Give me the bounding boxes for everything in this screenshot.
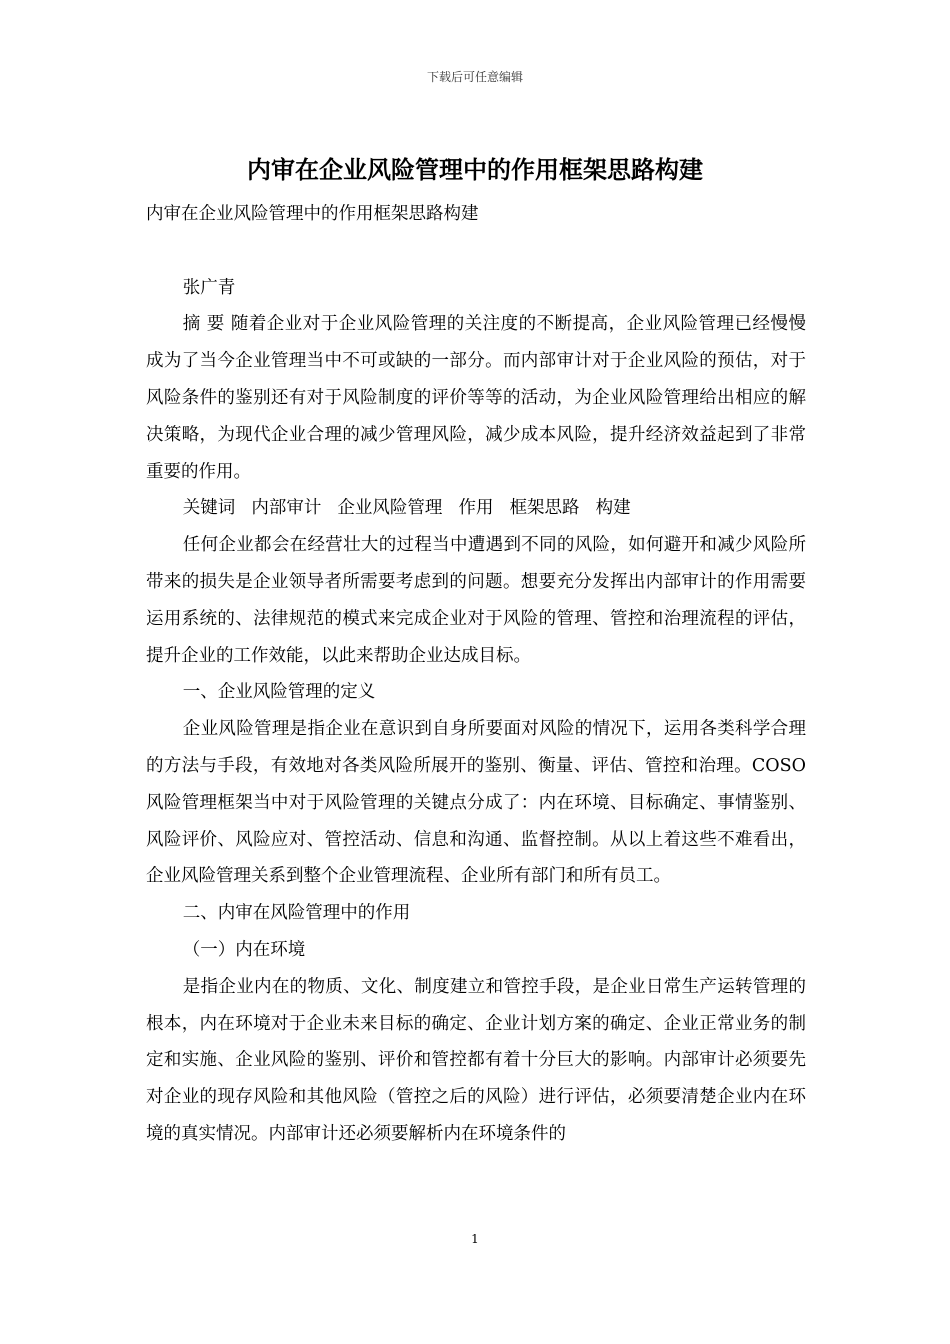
keyword-item: 构建 xyxy=(595,498,631,519)
keywords-line xyxy=(146,490,806,527)
page-number: 1 xyxy=(471,1232,479,1246)
section-2-paragraph: 是指企业内在的物质、文化、制度建立和管控手段，是企业日常生产运转管理的根本，内在环境对于企业未来目标的确定、企业计划方案的确定、企业正常业务的制定和实施、企业风险的鉴别、评价和管控都有着十分巨大的影响。内部审计必须要先对企业的现存风险和其他风险（管控之后的风险）进行评估，必须要清楚企业内在环境的真实情况。内部审计还必须要解析内在环境条件的 xyxy=(146,976,806,1144)
intro-paragraph: 任何企业都会在经营壮大的过程当中遭遇到不同的风险，如何避开和减少风险所带来的损失是企业领导者所需要考虑到的问题。想要充分发挥出内部审计的作用需要运用系统的、法律规范的模式来完成企业对于风险的管理、管控和治理流程的评估，提升企业的工作效能，以此来帮助企业达成目标。 xyxy=(146,535,806,666)
blank-line xyxy=(146,233,806,270)
header-note: 下载后可任意编辑 xyxy=(426,70,523,84)
subtitle-line: 内审在企业风险管理中的作用框架思路构建 xyxy=(146,204,479,224)
section-2-heading: 二、内审在风险管理中的作用 xyxy=(182,903,411,924)
document-body xyxy=(146,196,806,1153)
keyword-item: 框架思路 xyxy=(509,498,580,519)
section-1-heading: 一、企业风险管理的定义 xyxy=(182,682,376,703)
keyword-item: 作用 xyxy=(458,498,494,519)
keywords-label: 关键词 xyxy=(182,498,236,519)
keyword-item: 企业风险管理 xyxy=(337,498,443,519)
section-2-subheading: （一）内在环境 xyxy=(182,939,306,960)
author-name: 张广青 xyxy=(182,277,236,298)
keyword-item: 内部审计 xyxy=(251,498,322,519)
abstract-paragraph: 摘 要 随着企业对于企业风险管理的关注度的不断提高，企业风险管理已经慢慢成为了当今企业管理当中不可或缺的一部分。而内部审计对于企业风险的预估，对于风险条件的鉴别还有对于风险制度的评价等等的活动，为企业风险管理给出相应的解决策略，为现代企业合理的减少管理风险，减少成本风险，提升经济效益起到了非常重要的作用。 xyxy=(146,314,806,482)
document-title: 内审在企业风险管理中的作用框架思路构建 xyxy=(247,155,703,184)
section-1-paragraph: 企业风险管理是指企业在意识到自身所要面对风险的情况下，运用各类科学合理的方法与手段，有效地对各类风险所展开的鉴别、衡量、评估、管控和治理。COSO风险管理框架当中对于风险管理的关键点分成了：内在环境、目标确定、事情鉴别、风险评价、风险应对、管控活动、信息和沟通、监督控制。从以上着这些不难看出，企业风险管理关系到整个企业管理流程、企业所有部门和所有员工。 xyxy=(146,719,806,887)
